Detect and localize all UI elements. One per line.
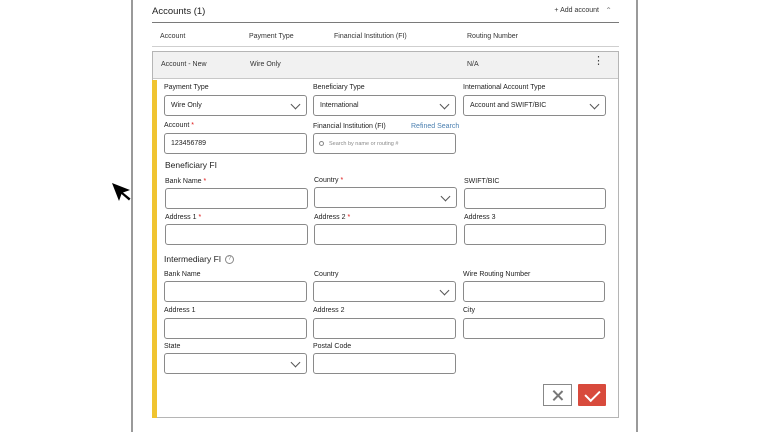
fi-label: Financial Institution (FI)	[313, 123, 386, 130]
int-bank-name-input[interactable]	[164, 281, 307, 302]
fi-search-placeholder: Search by name or routing #	[329, 140, 399, 147]
kebab-menu-icon[interactable]: ⋮	[593, 55, 604, 67]
int-address1-input[interactable]	[164, 318, 307, 339]
add-account-button[interactable]: + Add account	[554, 7, 599, 14]
payment-type-select[interactable]	[164, 95, 307, 116]
accent-bar	[152, 80, 157, 418]
swift-label: SWIFT/BIC	[464, 178, 500, 185]
divider	[152, 46, 619, 47]
address1-input[interactable]	[165, 224, 308, 245]
accounts-header	[152, 0, 619, 23]
int-address1-label: Address 1	[164, 307, 196, 314]
row-routing: N/A	[467, 61, 479, 68]
intl-account-type-select[interactable]	[463, 95, 606, 116]
mouse-cursor-icon	[110, 181, 134, 205]
city-input[interactable]	[463, 318, 605, 339]
address2-input[interactable]	[314, 224, 457, 245]
column-header-account[interactable]: Account	[160, 33, 186, 40]
row-account: Account - New	[161, 61, 207, 68]
question-circle-icon[interactable]: ?	[225, 255, 234, 264]
country-label: Country *	[314, 177, 344, 184]
refined-search-link[interactable]: Refined Search	[411, 123, 460, 130]
column-header-fi[interactable]: Financial Institution (FI)	[334, 33, 407, 40]
intl-account-type-value: Account and SWIFT/BIC	[470, 102, 547, 109]
postal-code-input[interactable]	[313, 353, 456, 374]
address3-label: Address 3	[464, 214, 496, 221]
address2-label: Address 2 *	[314, 214, 351, 221]
int-country-select[interactable]	[313, 281, 456, 302]
page-title: Accounts (1)	[152, 6, 206, 17]
account-value: 123456789	[171, 140, 207, 147]
account-input[interactable]	[164, 133, 307, 154]
search-icon	[319, 141, 324, 146]
address1-label: Address 1 *	[165, 214, 202, 221]
bank-name-label: Bank Name *	[165, 178, 207, 185]
country-select[interactable]	[314, 187, 457, 208]
intl-account-type-label: International Account Type	[463, 84, 546, 91]
city-label: City	[463, 307, 476, 314]
row-payment-type: Wire Only	[250, 61, 281, 68]
column-header-payment-type[interactable]: Payment Type	[249, 33, 294, 40]
save-button[interactable]	[578, 384, 606, 406]
int-address2-label: Address 2	[313, 307, 345, 314]
beneficiary-fi-title: Beneficiary FI	[165, 160, 217, 170]
beneficiary-type-label: Beneficiary Type	[313, 84, 365, 91]
cancel-button[interactable]	[543, 384, 572, 406]
beneficiary-type-value: International	[320, 102, 359, 109]
int-bank-name-label: Bank Name	[164, 271, 201, 278]
int-country-label: Country	[314, 271, 339, 278]
bank-name-input[interactable]	[165, 188, 308, 209]
column-header-routing[interactable]: Routing Number	[467, 33, 518, 40]
swift-input[interactable]	[464, 188, 606, 209]
chevron-up-icon[interactable]: ⌃	[605, 6, 612, 15]
account-label: Account *	[164, 122, 194, 129]
postal-code-label: Postal Code	[313, 343, 352, 350]
payment-type-label: Payment Type	[164, 84, 209, 91]
wire-routing-input[interactable]	[463, 281, 605, 302]
table-row[interactable]	[153, 52, 618, 79]
fi-search-input[interactable]	[313, 133, 456, 154]
address3-input[interactable]	[464, 224, 606, 245]
wire-routing-label: Wire Routing Number	[463, 271, 531, 278]
intermediary-fi-title: Intermediary FI	[164, 254, 222, 264]
payment-type-value: Wire Only	[171, 102, 202, 109]
int-address2-input[interactable]	[313, 318, 456, 339]
state-label: State	[164, 343, 181, 350]
beneficiary-type-select[interactable]	[313, 95, 456, 116]
state-select[interactable]	[164, 353, 307, 374]
